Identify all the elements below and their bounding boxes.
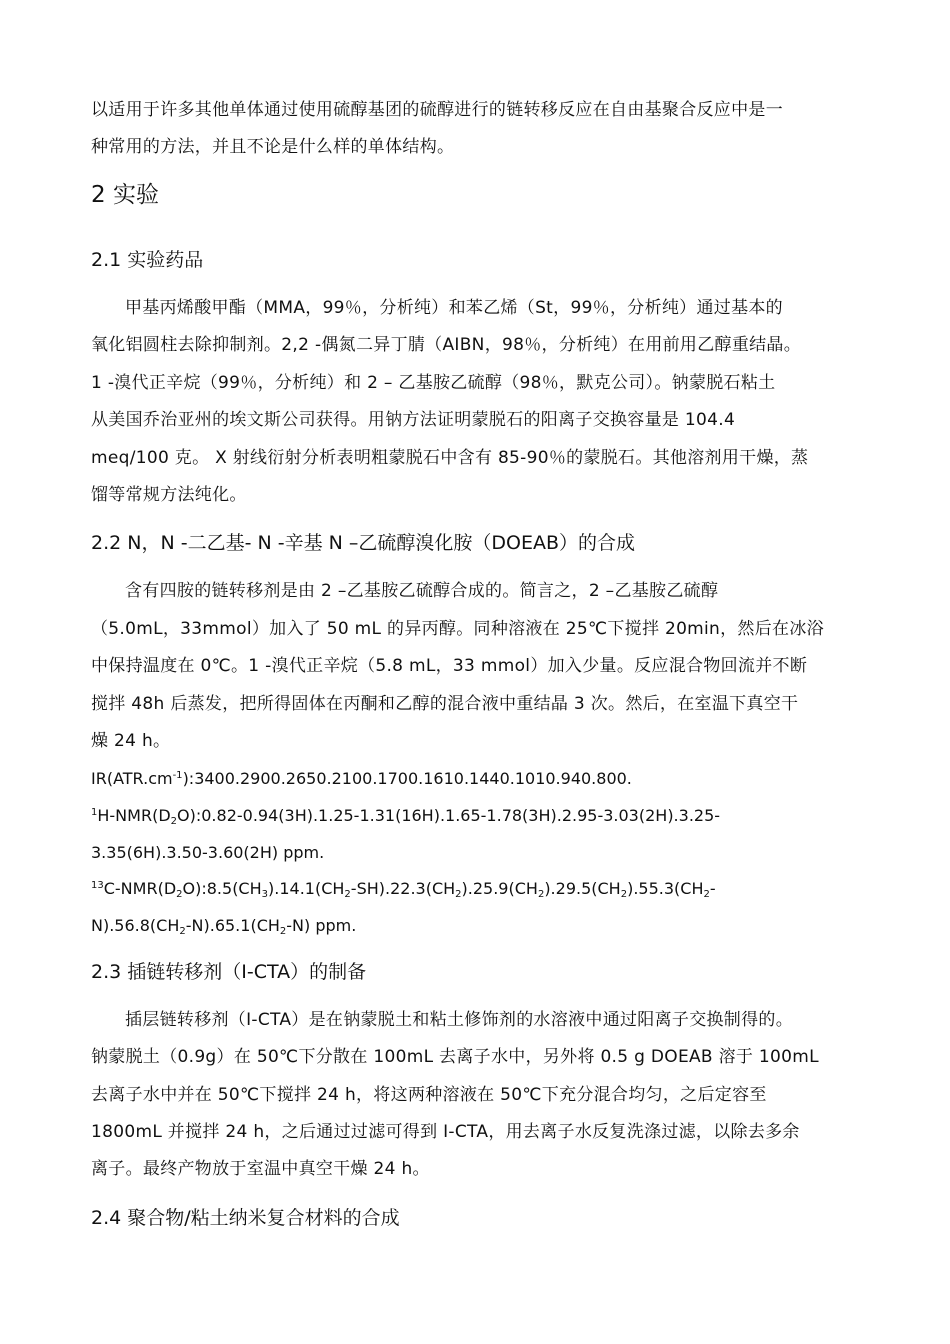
hnmr-line-2: 3.35(6H).3.50-3.60(2H) ppm. xyxy=(91,843,325,862)
s23-line-1: 插层链转移剂（I-CTA）是在钠蒙脱土和粘土修饰剂的水溶液中通过阳离子交换制得的。 xyxy=(125,1010,794,1030)
s21-line-3: 1 -溴代正辛烷（99％，分析纯）和 2 – 乙基胺乙硫醇（98％，默克公司）。钠蒙脱石粘土 xyxy=(91,373,776,393)
s21-line-5: meq/100 克。 X 射线衍射分析表明粗蒙脱石中含有 85-90％的蒙脱石。其他溶剂用干燥，蒸 xyxy=(91,448,809,468)
s21-line-1: 甲基丙烯酸甲酯（MMA，99％，分析纯）和苯乙烯（St，99％，分析纯）通过基本的 xyxy=(125,298,783,318)
s22-line-2: （5.0mL，33mmol）加入了 50 mL 的异丙醇。同种溶液在 25℃下搅拌 20min，然后在冰浴 xyxy=(91,619,824,639)
cnmr-line-1: $^{13}C-NMR(D_2O):8.5(CH_3).14.1(CH_2-SH).22.3(CH_2).25.9(CH_2).29.5(CH_2).55.3(CH_2-$ xyxy=(91,879,716,900)
intro-line-2: 种常用的方法，并且不论是什么样的单体结构。 xyxy=(91,137,455,157)
section-2-heading: 2 实验 xyxy=(91,182,159,208)
s22-line-3: 中保持温度在 0℃。1 -溴代正辛烷（5.8 mL，33 mmol）加入少量。反应混合物回流并不断 xyxy=(91,656,808,676)
s23-line-4: 1800mL 并搅拌 24 h，之后通过过滤可得到 I-CTA，用去离子水反复洗涤过滤，以除去多余 xyxy=(91,1122,800,1142)
intro-line-1: 以适用于许多其他单体通过使用硫醇基团的硫醇进行的链转移反应在自由基聚合反应中是一 xyxy=(91,100,783,120)
section-2-1-heading: 2.1 实验药品 xyxy=(91,249,204,271)
s21-line-6: 馏等常规方法纯化。 xyxy=(91,485,247,505)
s21-line-4: 从美国乔治亚州的埃文斯公司获得。用钠方法证明蒙脱石的阳离子交换容量是 104.4 xyxy=(91,410,736,430)
s21-line-2: 氧化铝圆柱去除抑制剂。2,2 -偶氮二异丁腈（AIBN，98％，分析纯）在用前用乙醇重结晶。 xyxy=(91,335,802,355)
s23-line-2: 钠蒙脱土（0.9g）在 50℃下分散在 100mL 去离子水中，另外将 0.5 g DOEAB 溶于 100mL xyxy=(91,1047,819,1067)
s22-line-4: 搅拌 48h 后蒸发，把所得固体在丙酮和乙醇的混合液中重结晶 3 次。然后，在室温下真空干 xyxy=(91,694,799,714)
section-2-3-heading: 2.3 插链转移剂（I-CTA）的制备 xyxy=(91,961,367,983)
hnmr-line-1: $^1H-NMR(D_2O):0.82-0.94(3H).1.25-1.31(16H).1.65-1.78(3H).2.95-3.03(2H).3.25-$ xyxy=(91,806,721,827)
section-2-4-heading: 2.4 聚合物/粘土纳米复合材料的合成 xyxy=(91,1207,400,1229)
section-2-2-heading: 2.2 N，N -二乙基- N -辛基 N –乙硫醇溴化胺（DOEAB）的合成 xyxy=(91,532,635,554)
s23-line-3: 去离子水中并在 50℃下搅拌 24 h，将这两种溶液在 50℃下充分混合均匀，之后定容至 xyxy=(91,1085,767,1105)
s23-line-5: 离子。最终产物放于室温中真空干燥 24 h。 xyxy=(91,1159,430,1179)
cnmr-line-2: $N).56.8(CH_2-N).65.1(CH_2-N)$ ppm. xyxy=(91,916,357,937)
s22-line-5: 燥 24 h。 xyxy=(91,731,171,751)
s22-line-1: 含有四胺的链转移剂是由 2 –乙基胺乙硫醇合成的。简言之，2 –乙基胺乙硫醇 xyxy=(125,581,719,601)
ir-spectrum-line: $IR(ATR.cm^{-1}):3400.2900.2650.2100.1700.1610.1440.1010.940.800$. xyxy=(91,769,632,788)
